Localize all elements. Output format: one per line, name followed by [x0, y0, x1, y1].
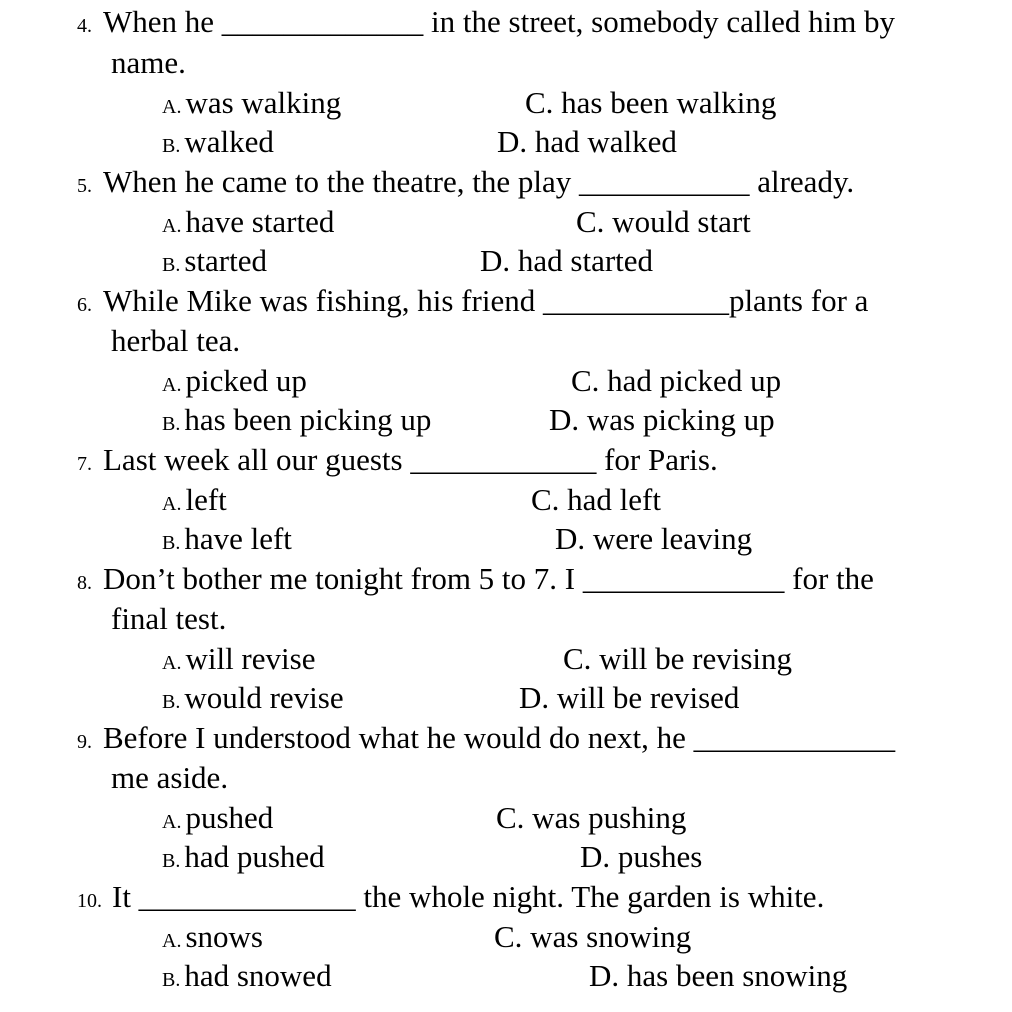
question-stem-continuation: final test. — [111, 601, 227, 636]
question-stem: Don’t bother me tonight from 5 to 7. I _____________ for the — [103, 561, 874, 596]
option-text: was walking — [185, 85, 342, 120]
option-a — [162, 365, 307, 396]
option-text: has been picking up — [184, 402, 432, 437]
option-letter: B. — [162, 254, 181, 276]
option-text: picked up — [185, 363, 307, 398]
option-c: C. was pushing — [496, 800, 687, 835]
question-number: 4. — [77, 15, 92, 37]
option-letter: B. — [162, 413, 181, 435]
question-stem: Before I understood what he would do next, he _____________ — [103, 720, 896, 755]
question-7 — [77, 444, 718, 475]
option-d: D. was picking up — [549, 402, 775, 437]
option-letter: A. — [162, 930, 182, 952]
option-b — [162, 841, 325, 872]
option-letter: A. — [162, 811, 182, 833]
option-text: pushed — [185, 800, 274, 835]
question-number: 6. — [77, 294, 92, 316]
question-number: 8. — [77, 572, 92, 594]
question-number: 9. — [77, 731, 92, 753]
question-number: 10. — [77, 890, 102, 912]
option-text: will revise — [185, 641, 316, 676]
option-letter: A. — [162, 493, 182, 515]
option-b — [162, 960, 332, 991]
option-letter: A. — [162, 652, 182, 674]
option-d: D. had started — [480, 243, 654, 278]
option-letter: B. — [162, 691, 181, 713]
option-b — [162, 126, 274, 157]
question-9 — [77, 722, 895, 753]
option-b — [162, 682, 344, 713]
question-10 — [77, 881, 824, 912]
option-letter: A. — [162, 96, 182, 118]
option-text: walked — [184, 124, 274, 159]
option-c: C. had picked up — [571, 363, 782, 398]
option-text: snows — [185, 919, 263, 954]
question-stem: While Mike was fishing, his friend ____________plants for a — [103, 283, 869, 318]
question-stem-continuation: name. — [111, 45, 186, 80]
option-a — [162, 643, 315, 674]
option-c: C. had left — [531, 482, 661, 517]
question-stem: It ______________ the whole night. The garden is white. — [112, 879, 825, 914]
question-stem-continuation: herbal tea. — [111, 323, 241, 358]
option-a — [162, 802, 273, 833]
option-text: have left — [184, 521, 292, 556]
option-d: D. had walked — [497, 124, 677, 159]
option-c: C. has been walking — [525, 85, 777, 120]
option-c: C. would start — [576, 204, 751, 239]
question-6 — [77, 285, 868, 316]
question-4 — [77, 6, 895, 37]
option-d: D. were leaving — [555, 521, 753, 556]
option-letter: A. — [162, 374, 182, 396]
question-5 — [77, 166, 854, 197]
option-d: D. will be revised — [519, 680, 740, 715]
option-b — [162, 245, 267, 276]
question-number: 5. — [77, 175, 92, 197]
option-a — [162, 484, 227, 515]
option-letter: B. — [162, 532, 181, 554]
option-text: left — [185, 482, 227, 517]
option-a — [162, 206, 334, 237]
option-a — [162, 87, 341, 118]
question-8 — [77, 563, 874, 594]
option-text: had snowed — [184, 958, 332, 993]
option-d: D. pushes — [580, 839, 703, 874]
option-a — [162, 921, 263, 952]
option-letter: B. — [162, 969, 181, 991]
option-letter: B. — [162, 850, 181, 872]
question-stem: When he came to the theatre, the play ___________ already. — [103, 164, 855, 199]
option-b — [162, 523, 292, 554]
option-c: C. was snowing — [494, 919, 692, 954]
question-stem: When he _____________ in the street, somebody called him by — [103, 4, 896, 39]
option-text: started — [184, 243, 267, 278]
option-letter: B. — [162, 135, 181, 157]
option-text: would revise — [184, 680, 344, 715]
option-b — [162, 404, 431, 435]
option-text: had pushed — [184, 839, 325, 874]
question-stem-continuation: me aside. — [111, 760, 229, 795]
option-c: C. will be revising — [563, 641, 793, 676]
question-number: 7. — [77, 453, 92, 475]
question-stem: Last week all our guests ____________ for Paris. — [103, 442, 718, 477]
option-text: have started — [185, 204, 335, 239]
option-d: D. has been snowing — [589, 958, 848, 993]
option-letter: A. — [162, 215, 182, 237]
